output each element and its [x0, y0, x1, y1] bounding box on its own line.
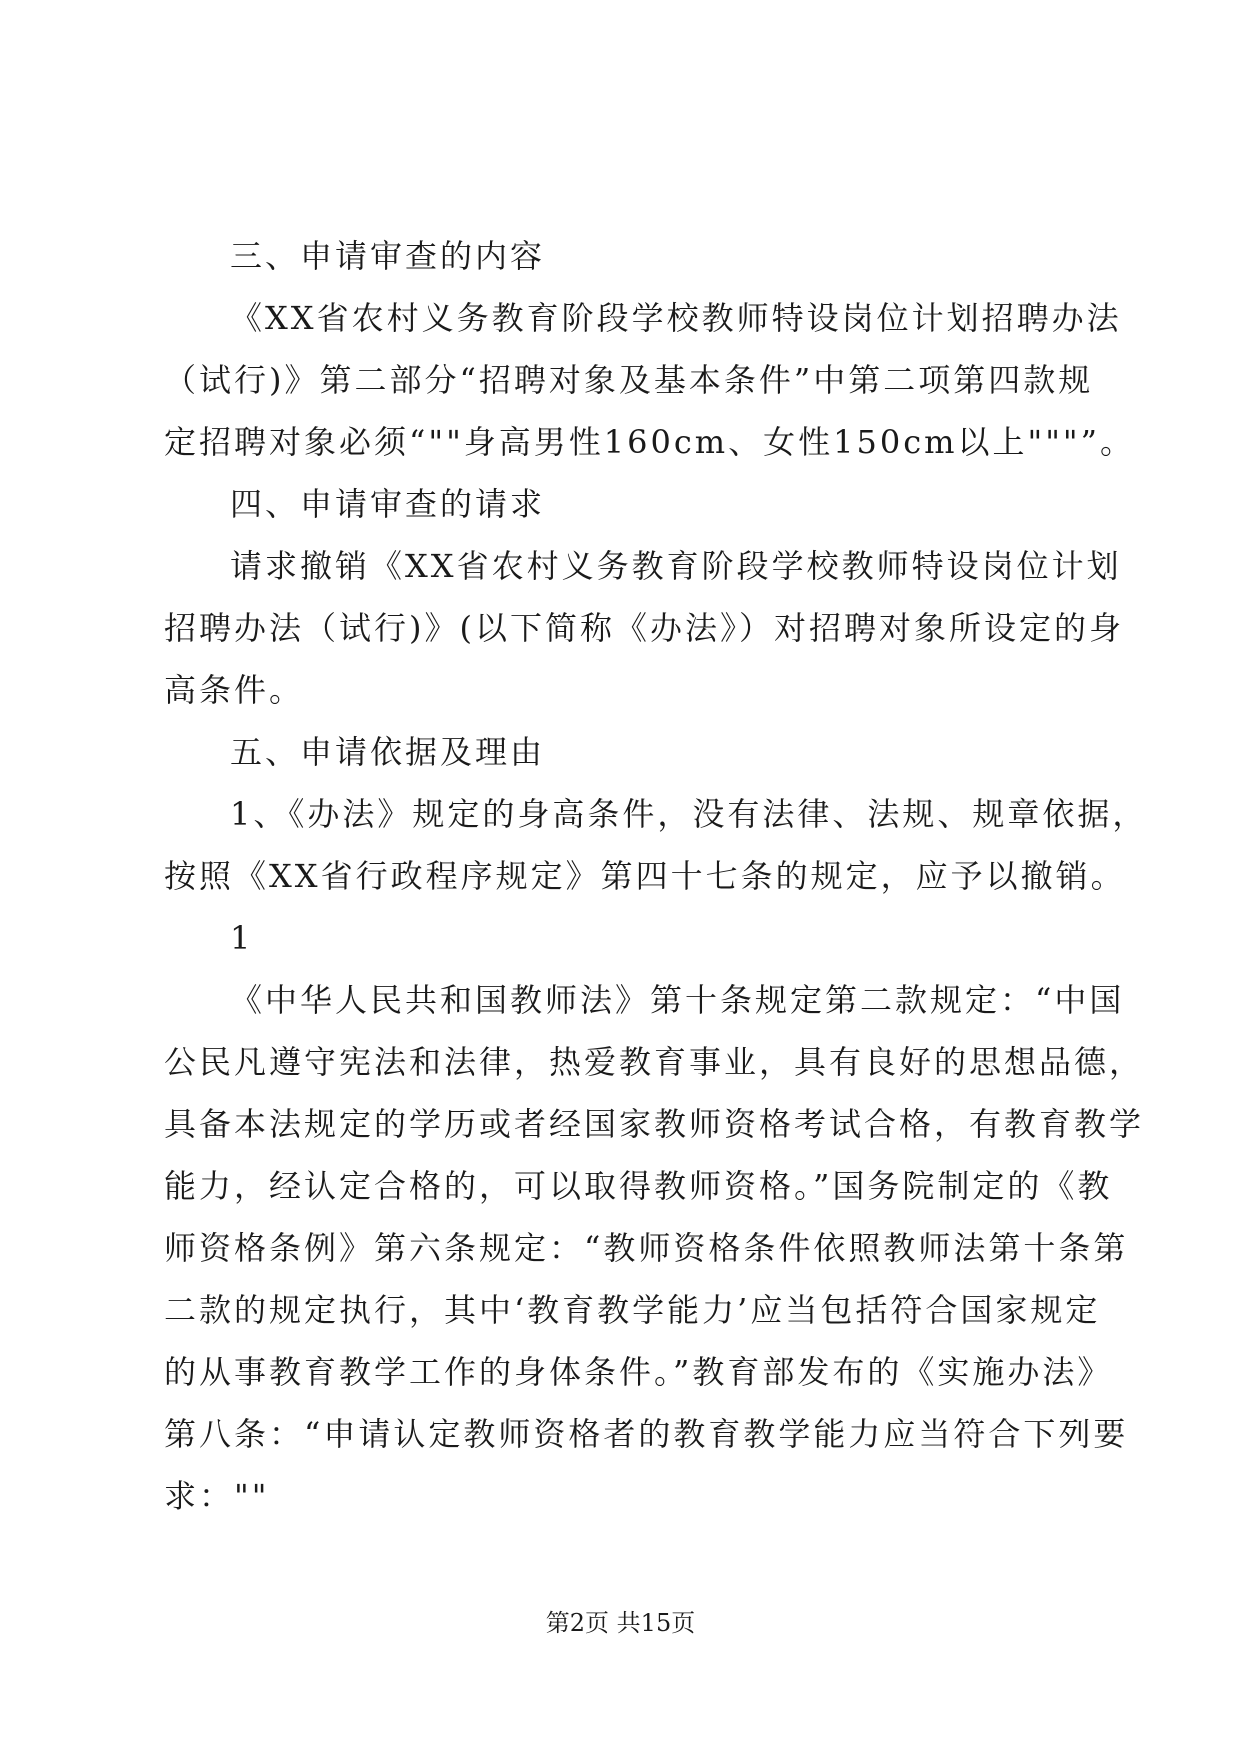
page-number: 第2页 共15页 — [545, 1609, 696, 1637]
paragraph-line: 1、《办法》规定的身高条件，没有法律、法规、规章依据， — [230, 795, 1148, 833]
paragraph-line: 二款的规定执行，其中‘教育教学能力’应当包括符合国家规定 — [164, 1291, 1101, 1329]
paragraph-line: 高条件。 — [164, 671, 305, 709]
paragraph-line: 招聘办法（试行)》(以下简称《办法》）对招聘对象所设定的身 — [164, 609, 1124, 647]
paragraph-line: 定招聘对象必须“""身高男性160cm、女性150cm以上"""”。 — [164, 423, 1136, 461]
paragraph-line: 公民凡遵守宪法和法律，热爱教育事业，具有良好的思想品德， — [164, 1043, 1145, 1081]
list-number: 1 — [230, 919, 254, 957]
heading-request: 四、申请审查的请求 — [230, 485, 546, 523]
heading-basis: 五、申请依据及理由 — [230, 733, 546, 771]
heading-content: 三、申请审查的内容 — [230, 237, 546, 275]
paragraph-line: 《中华人民共和国教师法》第十条规定第二款规定：“中国 — [230, 981, 1125, 1019]
paragraph-line: 能力，经认定合格的，可以取得教师资格。”国务院制定的《教 — [164, 1167, 1113, 1205]
paragraph-line: 师资格条例》第六条规定：“教师资格条件依照教师法第十条第 — [164, 1229, 1129, 1267]
paragraph-line: 《XX省农村义务教育阶段学校教师特设岗位计划招聘办法 — [230, 299, 1122, 337]
paragraph-line: 按照《XX省行政程序规定》第四十七条的规定，应予以撤销。 — [164, 857, 1126, 895]
paragraph-line: （试行)》第二部分“招聘对象及基本条件”中第二项第四款规 — [164, 361, 1094, 399]
paragraph-line: 请求撤销《XX省农村义务教育阶段学校教师特设岗位计划 — [230, 547, 1122, 585]
paragraph-line: 第八条：“申请认定教师资格者的教育教学能力应当符合下列要 — [164, 1415, 1129, 1453]
paragraph-line: 的从事教育教学工作的身体条件。”教育部发布的《实施办法》 — [164, 1353, 1113, 1391]
paragraph-line: 具备本法规定的学历或者经国家教师资格考试合格，有教育教学 — [164, 1105, 1145, 1143]
paragraph-line: 求："" — [164, 1477, 270, 1515]
